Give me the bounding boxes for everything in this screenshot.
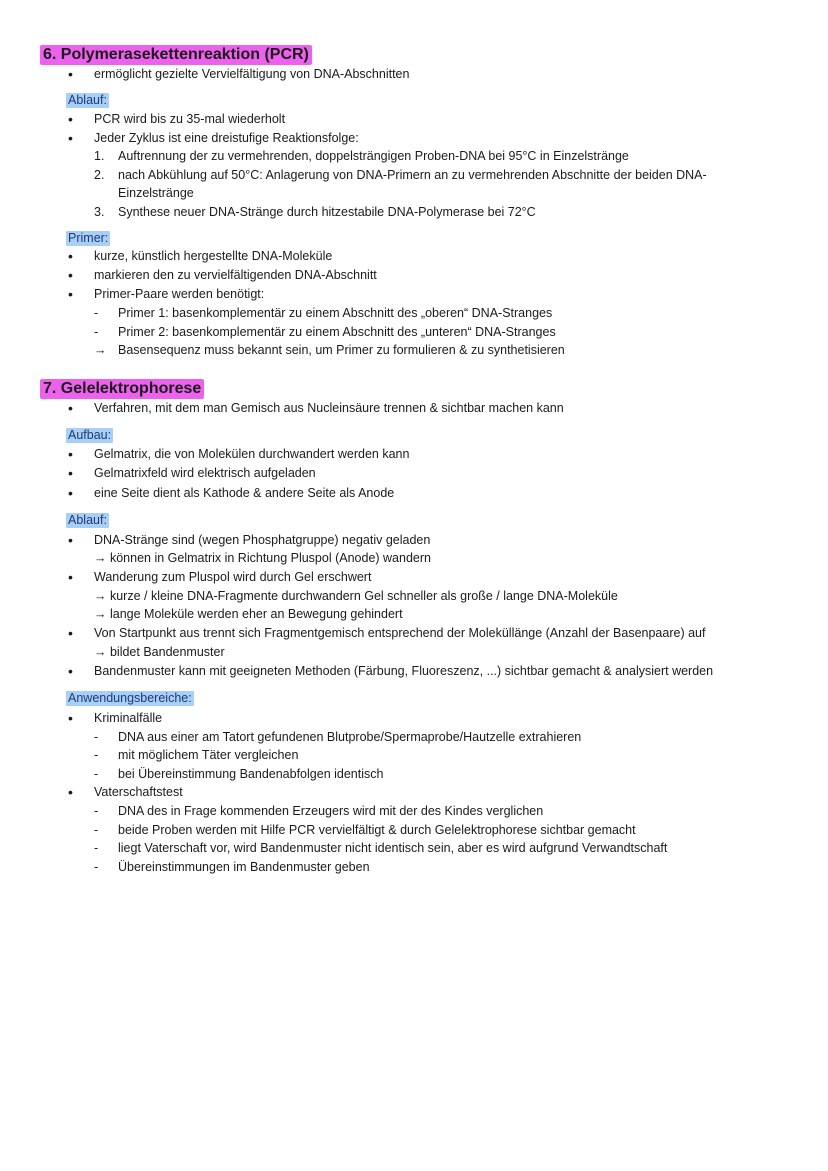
dash-marker: - bbox=[94, 306, 99, 320]
primer-subitem: Primer 2: basenkomplementär zu einem Abschnitt des „unteren“ DNA-Stranges bbox=[118, 325, 556, 339]
dash-marker: - bbox=[94, 860, 99, 874]
gel-ablauf-item: DNA-Stränge sind (wegen Phosphatgruppe) negativ geladen bbox=[94, 533, 431, 547]
aufbau-item: eine Seite dient als Kathode & andere Seite als Anode bbox=[94, 486, 395, 500]
bullet: • bbox=[68, 130, 73, 146]
anwendung-subitem: Übereinstimmungen im Bandenmuster geben bbox=[118, 860, 370, 874]
dash-marker: - bbox=[94, 841, 99, 855]
bullet: • bbox=[68, 569, 73, 585]
dash-marker: - bbox=[94, 730, 99, 744]
pcr-ablauf-label: Ablauf: bbox=[68, 93, 107, 107]
bullet: • bbox=[68, 625, 73, 641]
pcr-ablauf-item: Jeder Zyklus ist eine dreistufige Reaktionsfolge: bbox=[94, 131, 359, 145]
bullet: • bbox=[68, 267, 73, 283]
gel-aufbau-label: Aufbau: bbox=[68, 428, 112, 442]
primer-item: markieren den zu vervielfältigenden DNA-Abschnitt bbox=[94, 268, 377, 282]
gel-ablauf-subitem: → können in Gelmatrix in Richtung Pluspol (Anode) wandern bbox=[94, 551, 431, 565]
primer-item: kurze, künstlich hergestellte DNA-Moleküle bbox=[94, 249, 333, 263]
bullet: • bbox=[68, 66, 73, 82]
pcr-step: Synthese neuer DNA-Stränge durch hitzestabile DNA-Polymerase bei 72°C bbox=[118, 205, 536, 219]
dash-marker: - bbox=[94, 767, 99, 781]
dash-marker: - bbox=[94, 823, 99, 837]
arrow-icon: → bbox=[94, 343, 107, 357]
bullet: • bbox=[68, 710, 73, 726]
pcr-step: Auftrennung der zu vermehrenden, doppelsträngigen Proben-DNA bei 95°C in Einzelstränge bbox=[118, 149, 629, 163]
anwendung-subitem: DNA des in Frage kommenden Erzeugers wird mit der des Kindes verglichen bbox=[118, 804, 544, 818]
aufbau-item: Gelmatrixfeld wird elektrisch aufgeladen bbox=[94, 466, 316, 480]
bullet: • bbox=[68, 111, 73, 127]
pcr-ablauf-item: PCR wird bis zu 35-mal wiederholt bbox=[94, 112, 286, 126]
bullet: • bbox=[68, 446, 73, 462]
bullet: • bbox=[68, 465, 73, 481]
bullet: • bbox=[68, 663, 73, 679]
bullet: • bbox=[68, 400, 73, 416]
anwendung-subitem: DNA aus einer am Tatort gefundenen Blutprobe/Spermaprobe/Hautzelle extrahieren bbox=[118, 730, 582, 744]
step-number: 1. bbox=[94, 149, 105, 163]
anwendung-subitem: liegt Vaterschaft vor, wird Bandenmuster nicht identisch sein, aber es wird aufgrund Verwandtschaft bbox=[118, 841, 668, 855]
gel-ablauf-item: Von Startpunkt aus trennt sich Fragmentgemisch entsprechend der Moleküllänge (Anzahl der Basenpaare) auf bbox=[94, 626, 706, 640]
gel-ablauf-subitem: → lange Moleküle werden eher an Bewegung gehindert bbox=[94, 607, 403, 621]
bullet: • bbox=[68, 532, 73, 548]
step-number: 2. bbox=[94, 168, 105, 182]
bullet: • bbox=[68, 485, 73, 501]
primer-subitem: Primer 1: basenkomplementär zu einem Abschnitt des „oberen“ DNA-Stranges bbox=[118, 306, 553, 320]
gel-ablauf-item: Wanderung zum Pluspol wird durch Gel erschwert bbox=[94, 570, 372, 584]
gel-intro: Verfahren, mit dem man Gemisch aus Nucleinsäure trennen & sichtbar machen kann bbox=[94, 401, 564, 415]
pcr-step-continued: Einzelstränge bbox=[118, 186, 194, 200]
anwendung-subitem: beide Proben werden mit Hilfe PCR vervielfältigt & durch Gelelektrophorese sichtbar gemacht bbox=[118, 823, 636, 837]
dash-marker: - bbox=[94, 804, 99, 818]
dash-marker: - bbox=[94, 325, 99, 339]
gel-ablauf-subitem: → bildet Bandenmuster bbox=[94, 645, 225, 659]
bullet: • bbox=[68, 784, 73, 800]
anwendung-subitem: mit möglichem Täter vergleichen bbox=[118, 748, 299, 762]
primer-subitem: Basensequenz muss bekannt sein, um Primer zu formulieren & zu synthetisieren bbox=[118, 343, 565, 357]
anwendung-subitem: bei Übereinstimmung Bandenabfolgen identisch bbox=[118, 767, 384, 781]
pcr-primer-label: Primer: bbox=[68, 231, 109, 245]
gel-heading: 7. Gelelektrophorese bbox=[40, 379, 204, 399]
primer-item: Primer-Paare werden benötigt: bbox=[94, 287, 265, 301]
anwendung-item: Kriminalfälle bbox=[94, 711, 163, 725]
gel-ablauf-label: Ablauf: bbox=[68, 513, 107, 527]
bullet: • bbox=[68, 286, 73, 302]
gel-anwendung-label: Anwendungsbereiche: bbox=[68, 691, 192, 705]
bullet: • bbox=[68, 248, 73, 264]
anwendung-item: Vaterschaftstest bbox=[94, 785, 183, 799]
gel-ablauf-subitem: → kurze / kleine DNA-Fragmente durchwandern Gel schneller als große / lange DNA-Moleküle bbox=[94, 589, 618, 603]
pcr-step: nach Abkühlung auf 50°C: Anlagerung von DNA-Primern an zu vermehrenden Abschnitte der beiden DNA- bbox=[118, 168, 707, 182]
gel-ablauf-item: Bandenmuster kann mit geeigneten Methoden (Färbung, Fluoreszenz, ...) sichtbar gemacht & analysiert werden bbox=[94, 664, 714, 678]
aufbau-item: Gelmatrix, die von Molekülen durchwandert werden kann bbox=[94, 447, 410, 461]
pcr-heading: 6. Polymerasekettenreaktion (PCR) bbox=[40, 45, 312, 65]
pcr-intro: ermöglicht gezielte Vervielfältigung von DNA-Abschnitten bbox=[94, 67, 410, 81]
dash-marker: - bbox=[94, 748, 99, 762]
step-number: 3. bbox=[94, 205, 105, 219]
